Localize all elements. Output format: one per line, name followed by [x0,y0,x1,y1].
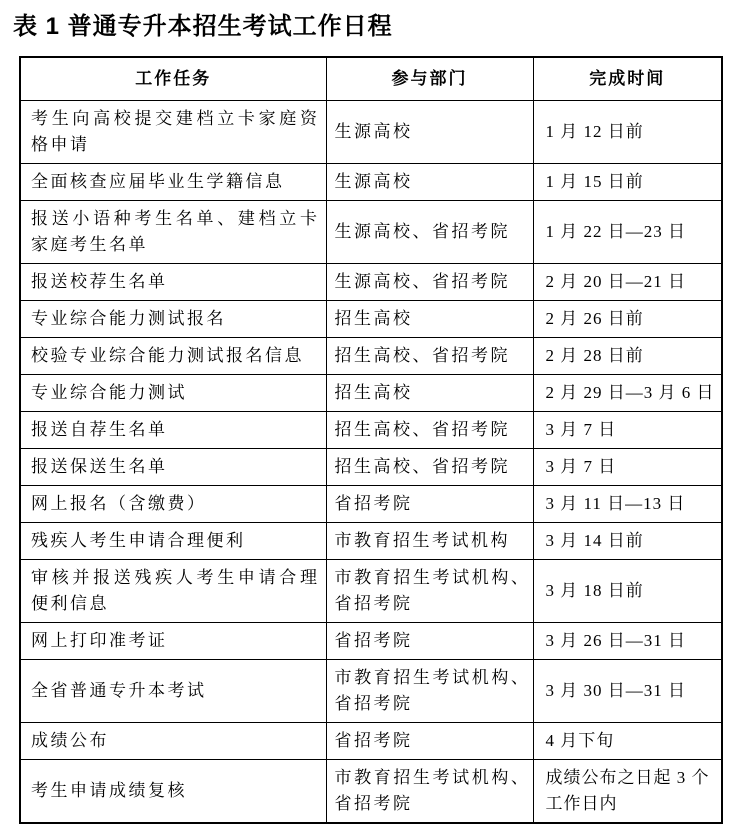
time-cell: 1 月 15 日前 [533,164,722,201]
header-time: 完成时间 [533,57,722,101]
dept-cell: 市教育招生考试机构 [326,523,533,560]
dept-cell: 市教育招生考试机构、省招考院 [326,760,533,824]
time-cell: 2 月 26 日前 [533,301,722,338]
table-header [20,57,722,101]
task-cell: 报送校荐生名单 [20,264,326,301]
table-row [20,412,722,449]
page-title: 表 1 普通专升本招生考试工作日程 [13,13,393,40]
time-cell: 3 月 26 日—31 日 [533,623,722,660]
table-row [20,723,722,760]
table-row [20,560,722,623]
header-dept: 参与部门 [326,57,533,101]
dept-cell: 生源高校 [326,101,533,164]
table-row [20,338,722,375]
task-cell: 报送小语种考生名单、建档立卡家庭考生名单 [20,201,326,264]
task-cell: 审核并报送残疾人考生申请合理便利信息 [20,560,326,623]
time-cell: 1 月 12 日前 [533,101,722,164]
time-cell: 1 月 22 日—23 日 [533,201,722,264]
header-row [20,57,722,101]
table-row [20,449,722,486]
schedule-table [19,56,723,824]
time-cell: 3 月 7 日 [533,449,722,486]
time-cell: 3 月 14 日前 [533,523,722,560]
task-cell: 网上报名（含缴费） [20,486,326,523]
time-cell: 3 月 30 日—31 日 [533,660,722,723]
time-cell: 3 月 7 日 [533,412,722,449]
dept-cell: 省招考院 [326,723,533,760]
time-cell: 2 月 29 日—3 月 6 日 [533,375,722,412]
dept-cell: 招生高校、省招考院 [326,449,533,486]
dept-cell: 生源高校、省招考院 [326,264,533,301]
task-cell: 考生向高校提交建档立卡家庭资格申请 [20,101,326,164]
table-row [20,375,722,412]
time-cell: 3 月 18 日前 [533,560,722,623]
dept-cell: 省招考院 [326,623,533,660]
table-row [20,623,722,660]
dept-cell: 市教育招生考试机构、省招考院 [326,660,533,723]
time-cell: 成绩公布之日起 3 个工作日内 [533,760,722,824]
table-row [20,486,722,523]
table-row [20,301,722,338]
dept-cell: 招生高校、省招考院 [326,338,533,375]
task-cell: 专业综合能力测试 [20,375,326,412]
table-row [20,760,722,824]
table-row [20,264,722,301]
task-cell: 考生申请成绩复核 [20,760,326,824]
task-cell: 全省普通专升本考试 [20,660,326,723]
table-row [20,101,722,164]
dept-cell: 市教育招生考试机构、省招考院 [326,560,533,623]
header-task: 工作任务 [20,57,326,101]
task-cell: 全面核查应届毕业生学籍信息 [20,164,326,201]
dept-cell: 生源高校、省招考院 [326,201,533,264]
dept-cell: 招生高校、省招考院 [326,412,533,449]
task-cell: 成绩公布 [20,723,326,760]
dept-cell: 省招考院 [326,486,533,523]
task-cell: 校验专业综合能力测试报名信息 [20,338,326,375]
table-row [20,660,722,723]
table-body [20,101,722,824]
dept-cell: 招生高校 [326,301,533,338]
time-cell: 3 月 11 日—13 日 [533,486,722,523]
table-row [20,164,722,201]
task-cell: 报送保送生名单 [20,449,326,486]
table-row [20,523,722,560]
dept-cell: 招生高校 [326,375,533,412]
task-cell: 报送自荐生名单 [20,412,326,449]
time-cell: 4 月下旬 [533,723,722,760]
time-cell: 2 月 20 日—21 日 [533,264,722,301]
task-cell: 网上打印准考证 [20,623,326,660]
table-row [20,201,722,264]
time-cell: 2 月 28 日前 [533,338,722,375]
task-cell: 残疾人考生申请合理便利 [20,523,326,560]
dept-cell: 生源高校 [326,164,533,201]
task-cell: 专业综合能力测试报名 [20,301,326,338]
